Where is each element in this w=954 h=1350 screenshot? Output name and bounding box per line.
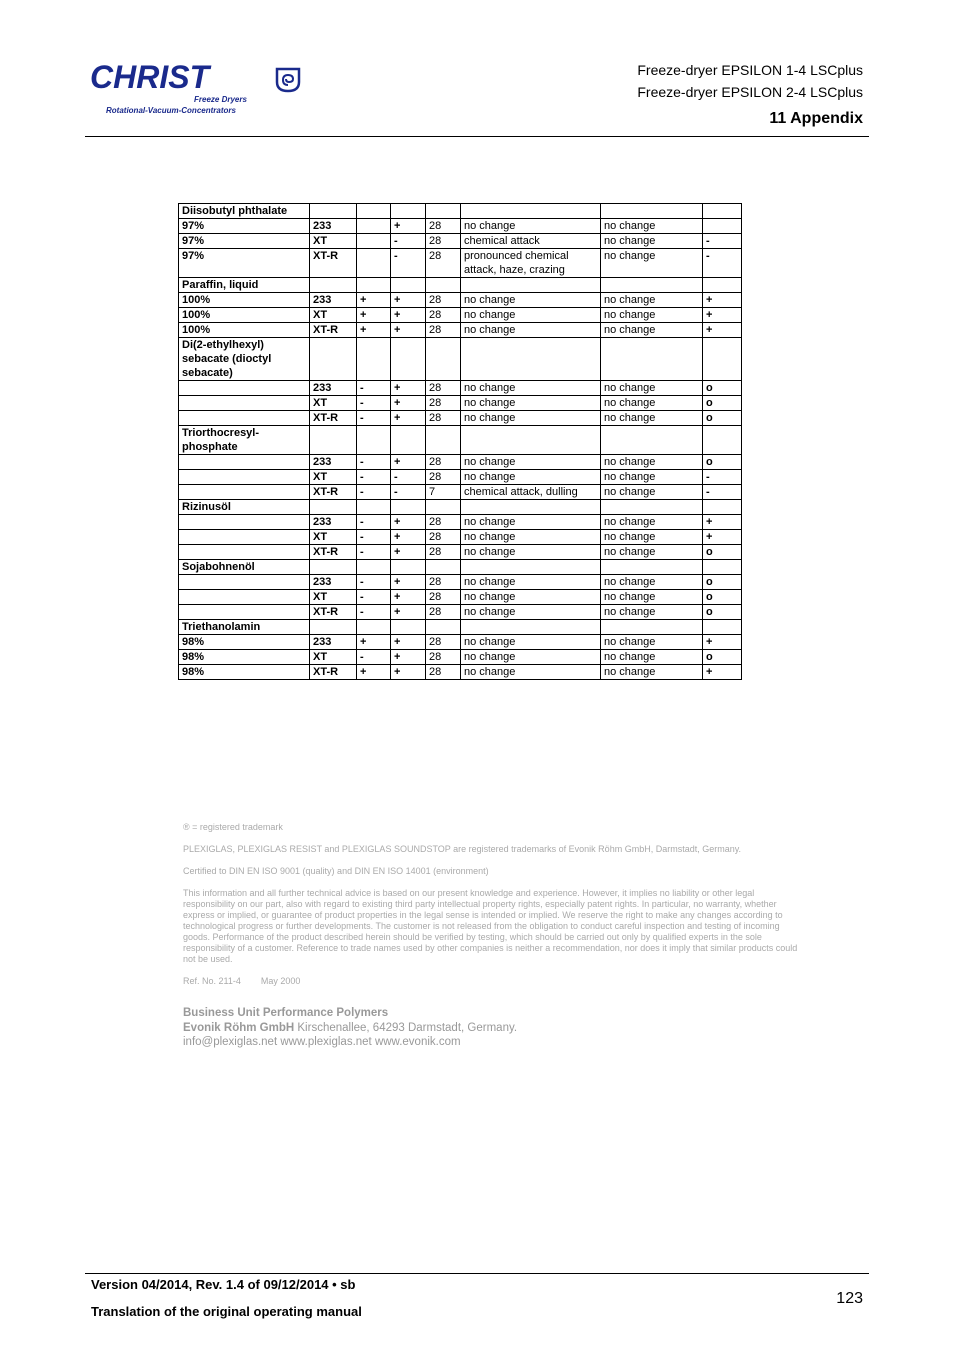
table-cell: XT xyxy=(310,308,357,323)
business-unit-contact: info@plexiglas.net www.plexiglas.net www.evonik.com xyxy=(183,1036,461,1048)
table-cell xyxy=(391,620,426,635)
table-row xyxy=(179,323,742,338)
table-cell xyxy=(391,560,426,575)
logo-text: CHRIST xyxy=(90,62,210,95)
table-cell: XT-R xyxy=(310,323,357,338)
table-cell: + xyxy=(391,530,426,545)
table-cell: no change xyxy=(461,293,601,308)
table-cell xyxy=(179,381,310,396)
table-row xyxy=(179,605,742,620)
christ-logo xyxy=(88,62,318,120)
table-cell: XT-R xyxy=(310,249,357,278)
table-cell xyxy=(601,620,703,635)
table-cell: + xyxy=(703,635,742,650)
table-cell xyxy=(461,338,601,381)
table-cell: no change xyxy=(601,650,703,665)
table-cell: Paraffin, liquid xyxy=(179,278,310,293)
table-cell: no change xyxy=(601,219,703,234)
table-cell: no change xyxy=(601,249,703,278)
table-cell xyxy=(357,278,391,293)
table-cell xyxy=(357,620,391,635)
table-row xyxy=(179,293,742,308)
table-cell xyxy=(179,485,310,500)
table-cell: no change xyxy=(461,219,601,234)
table-cell: no change xyxy=(461,381,601,396)
table-cell: 100% xyxy=(179,323,310,338)
table-cell: o xyxy=(703,381,742,396)
table-cell: no change xyxy=(601,605,703,620)
table-cell xyxy=(426,500,461,515)
table-cell: no change xyxy=(461,455,601,470)
table-cell xyxy=(601,338,703,381)
table-cell xyxy=(426,338,461,381)
table-row xyxy=(179,620,742,635)
table-row xyxy=(179,530,742,545)
table-cell: - xyxy=(391,234,426,249)
table-cell: - xyxy=(357,515,391,530)
table-cell: no change xyxy=(601,635,703,650)
table-cell: + xyxy=(357,293,391,308)
table-cell xyxy=(461,560,601,575)
table-cell: 97% xyxy=(179,234,310,249)
header-model-2: Freeze-dryer EPSILON 2-4 LSCplus xyxy=(637,84,863,100)
table-cell: XT xyxy=(310,470,357,485)
table-cell: - xyxy=(391,249,426,278)
table-cell: 28 xyxy=(426,396,461,411)
table-cell xyxy=(310,560,357,575)
table-cell xyxy=(703,500,742,515)
table-cell: 100% xyxy=(179,293,310,308)
trademark-note: PLEXIGLAS, PLEXIGLAS RESIST and PLEXIGLAS SOUNDSTOP are registered trademarks of Evonik Röhm GmbH, Darmstadt, Germany. xyxy=(183,844,742,854)
table-cell xyxy=(179,530,310,545)
table-cell: + xyxy=(391,308,426,323)
table-cell xyxy=(703,204,742,219)
table-cell: o xyxy=(703,455,742,470)
table-cell: no change xyxy=(461,650,601,665)
table-cell: XT xyxy=(310,396,357,411)
translation-note: Translation of the original operating manual xyxy=(91,1304,362,1319)
table-cell: + xyxy=(391,590,426,605)
table-cell: + xyxy=(357,635,391,650)
table-cell: XT-R xyxy=(310,665,357,680)
table-cell: no change xyxy=(601,575,703,590)
table-cell: no change xyxy=(601,381,703,396)
table-cell: no change xyxy=(461,665,601,680)
table-cell: o xyxy=(703,605,742,620)
table-cell xyxy=(601,560,703,575)
table-cell: no change xyxy=(601,545,703,560)
table-cell xyxy=(601,278,703,293)
table-cell: 233 xyxy=(310,455,357,470)
table-cell xyxy=(703,278,742,293)
table-cell: no change xyxy=(601,308,703,323)
table-cell: no change xyxy=(601,515,703,530)
table-cell: 100% xyxy=(179,308,310,323)
table-row xyxy=(179,234,742,249)
table-cell: no change xyxy=(461,605,601,620)
table-cell: no change xyxy=(601,485,703,500)
table-cell: + xyxy=(391,455,426,470)
table-cell: - xyxy=(703,234,742,249)
table-cell: Triethanolamin xyxy=(179,620,310,635)
table-cell: - xyxy=(357,545,391,560)
table-cell: XT xyxy=(310,650,357,665)
table-cell xyxy=(703,338,742,381)
table-cell: + xyxy=(703,530,742,545)
table-cell: no change xyxy=(601,590,703,605)
table-cell xyxy=(357,234,391,249)
table-cell: 28 xyxy=(426,635,461,650)
table-cell: + xyxy=(703,323,742,338)
table-cell xyxy=(426,560,461,575)
table-cell: + xyxy=(391,575,426,590)
certification-note: Certified to DIN EN ISO 9001 (quality) and DIN EN ISO 14001 (environment) xyxy=(183,866,489,876)
table-cell xyxy=(179,605,310,620)
table-cell: o xyxy=(703,545,742,560)
table-cell: - xyxy=(357,381,391,396)
table-row xyxy=(179,411,742,426)
table-cell: XT xyxy=(310,530,357,545)
table-cell: no change xyxy=(601,530,703,545)
table-cell xyxy=(357,219,391,234)
table-row xyxy=(179,560,742,575)
table-row xyxy=(179,308,742,323)
table-cell: Sojabohnenöl xyxy=(179,560,310,575)
table-cell: o xyxy=(703,396,742,411)
trademark-disclaimer xyxy=(183,822,805,998)
table-cell: 233 xyxy=(310,635,357,650)
table-cell: + xyxy=(391,411,426,426)
table-cell xyxy=(179,590,310,605)
table-cell: - xyxy=(703,249,742,278)
table-cell: 28 xyxy=(426,470,461,485)
table-cell: no change xyxy=(601,396,703,411)
table-cell: 97% xyxy=(179,219,310,234)
version-info: Version 04/2014, Rev. 1.4 of 09/12/2014 • sb xyxy=(91,1277,356,1292)
table-cell: + xyxy=(357,665,391,680)
table-cell xyxy=(179,575,310,590)
table-cell xyxy=(179,515,310,530)
table-cell xyxy=(601,204,703,219)
table-cell: + xyxy=(391,545,426,560)
table-cell xyxy=(179,396,310,411)
table-cell xyxy=(426,204,461,219)
table-cell: no change xyxy=(601,411,703,426)
table-row xyxy=(179,381,742,396)
table-row xyxy=(179,500,742,515)
table-cell: 233 xyxy=(310,575,357,590)
table-cell xyxy=(601,500,703,515)
table-cell xyxy=(357,338,391,381)
table-cell: no change xyxy=(461,575,601,590)
spiral-emblem-icon xyxy=(274,66,304,94)
table-row xyxy=(179,665,742,680)
table-row xyxy=(179,426,742,455)
table-cell: + xyxy=(391,323,426,338)
table-cell: - xyxy=(357,605,391,620)
table-cell: 28 xyxy=(426,515,461,530)
table-cell: o xyxy=(703,650,742,665)
table-row xyxy=(179,470,742,485)
table-cell xyxy=(703,560,742,575)
table-cell: + xyxy=(391,605,426,620)
logo-subtitle-freeze-dryers: Freeze Dryers xyxy=(194,95,247,104)
table-cell: no change xyxy=(601,293,703,308)
business-unit-block xyxy=(183,1006,517,1050)
table-cell: chemical attack xyxy=(461,234,601,249)
table-cell xyxy=(391,426,426,455)
table-cell: 28 xyxy=(426,650,461,665)
table-cell: XT-R xyxy=(310,545,357,560)
table-cell: 233 xyxy=(310,293,357,308)
table-cell: - xyxy=(357,396,391,411)
table-row xyxy=(179,219,742,234)
table-cell: + xyxy=(391,650,426,665)
table-cell: XT-R xyxy=(310,411,357,426)
table-cell: - xyxy=(703,470,742,485)
company-address: Kirschenallee, 64293 Darmstadt, Germany. xyxy=(294,1021,518,1034)
table-cell: 28 xyxy=(426,530,461,545)
table-row xyxy=(179,249,742,278)
table-cell: 28 xyxy=(426,545,461,560)
table-cell xyxy=(357,249,391,278)
table-cell: 233 xyxy=(310,219,357,234)
liability-disclaimer: This information and all further technical advice is based on our present knowledge and experience. However, it implies no liability or other legal responsibility on our part, also with regard to existing third party intellectual property rights, especially patent rights. In particular, no warranty, whether express or implied, or guarantee of product properties in the legal sense is intended or implied. We reserve the right to make any changes according to technological progress or further developments. The customer is not released from the obligation to conduct careful inspection and testing of incoming goods. Performance of the product described herein should be verified by testing, which should be carried out only by qualified experts in the sole responsibility of a customer. Reference to trade names used by other companies is neither a recommendation, nor does it imply that similar products could not be used. xyxy=(183,888,798,964)
table-cell: no change xyxy=(461,635,601,650)
table-cell xyxy=(310,278,357,293)
table-cell: no change xyxy=(461,396,601,411)
table-cell xyxy=(357,560,391,575)
table-cell xyxy=(310,426,357,455)
table-cell xyxy=(179,470,310,485)
table-cell: 28 xyxy=(426,575,461,590)
table-cell xyxy=(461,204,601,219)
table-row xyxy=(179,635,742,650)
table-cell: + xyxy=(357,308,391,323)
table-cell: no change xyxy=(601,234,703,249)
table-cell: o xyxy=(703,590,742,605)
table-cell: o xyxy=(703,411,742,426)
table-cell: 28 xyxy=(426,249,461,278)
table-cell: - xyxy=(357,590,391,605)
table-cell: 28 xyxy=(426,234,461,249)
table-cell xyxy=(461,620,601,635)
table-row xyxy=(179,515,742,530)
table-cell xyxy=(461,278,601,293)
table-cell xyxy=(391,338,426,381)
table-cell xyxy=(426,426,461,455)
table-cell: 28 xyxy=(426,411,461,426)
table-cell xyxy=(357,426,391,455)
chemical-resistance-table xyxy=(178,203,742,680)
logo-subtitle-rvc: Rotational-Vacuum-Concentrators xyxy=(106,106,236,115)
table-cell xyxy=(179,455,310,470)
table-cell: XT-R xyxy=(310,485,357,500)
table-cell: no change xyxy=(461,323,601,338)
section-title: 11 Appendix xyxy=(769,110,863,127)
table-cell: + xyxy=(703,293,742,308)
table-cell: - xyxy=(703,485,742,500)
table-cell: 233 xyxy=(310,515,357,530)
table-cell: + xyxy=(391,293,426,308)
table-cell: - xyxy=(391,470,426,485)
header-model-1: Freeze-dryer EPSILON 1-4 LSCplus xyxy=(637,62,863,78)
table-cell: Triorthocresyl-phosphate xyxy=(179,426,310,455)
table-cell xyxy=(426,278,461,293)
table-cell: 233 xyxy=(310,381,357,396)
table-row xyxy=(179,396,742,411)
table-cell xyxy=(703,219,742,234)
table-cell xyxy=(357,500,391,515)
table-cell: + xyxy=(703,308,742,323)
company-name: Evonik Röhm GmbH xyxy=(183,1021,295,1034)
table-cell: XT xyxy=(310,234,357,249)
table-row xyxy=(179,485,742,500)
table-cell xyxy=(426,620,461,635)
table-cell: 28 xyxy=(426,323,461,338)
table-cell: + xyxy=(391,665,426,680)
table-cell: + xyxy=(391,396,426,411)
table-row xyxy=(179,455,742,470)
table-cell: + xyxy=(703,665,742,680)
table-cell: no change xyxy=(461,530,601,545)
table-cell: chemical attack, dulling xyxy=(461,485,601,500)
table-cell xyxy=(391,204,426,219)
table-row xyxy=(179,545,742,560)
registered-note: ® = registered trademark xyxy=(183,822,283,832)
table-cell: - xyxy=(357,575,391,590)
table-cell xyxy=(179,411,310,426)
reference-number: Ref. No. 211-4 May 2000 xyxy=(183,976,301,986)
table-row xyxy=(179,338,742,381)
table-cell: no change xyxy=(601,470,703,485)
table-cell xyxy=(310,620,357,635)
table-cell xyxy=(310,204,357,219)
table-cell: - xyxy=(357,411,391,426)
table-cell: 28 xyxy=(426,665,461,680)
business-unit-address xyxy=(183,1021,517,1036)
table-cell: XT xyxy=(310,590,357,605)
table-cell: - xyxy=(357,455,391,470)
table-cell: - xyxy=(357,530,391,545)
table-cell: no change xyxy=(461,411,601,426)
table-cell: + xyxy=(703,515,742,530)
table-cell xyxy=(703,620,742,635)
footer-divider xyxy=(85,1273,869,1274)
page-number: 123 xyxy=(836,1290,863,1307)
table-cell: 28 xyxy=(426,308,461,323)
table-cell: no change xyxy=(461,308,601,323)
table-cell xyxy=(461,426,601,455)
table-cell: + xyxy=(391,219,426,234)
table-cell: o xyxy=(703,575,742,590)
table-cell: 97% xyxy=(179,249,310,278)
table-cell: 7 xyxy=(426,485,461,500)
table-cell: no change xyxy=(601,665,703,680)
table-row xyxy=(179,590,742,605)
table-cell: no change xyxy=(461,515,601,530)
table-cell: 28 xyxy=(426,605,461,620)
table-cell xyxy=(179,545,310,560)
table-cell: XT-R xyxy=(310,605,357,620)
table-row xyxy=(179,575,742,590)
business-unit-title: Business Unit Performance Polymers xyxy=(183,1007,389,1019)
table-cell: 98% xyxy=(179,665,310,680)
table-cell: 98% xyxy=(179,635,310,650)
table-cell: no change xyxy=(461,470,601,485)
table-cell: - xyxy=(357,485,391,500)
table-cell: pronounced chemical attack, haze, crazing xyxy=(461,249,601,278)
table-row xyxy=(179,204,742,219)
table-row xyxy=(179,650,742,665)
table-cell: 28 xyxy=(426,590,461,605)
table-cell: 98% xyxy=(179,650,310,665)
header-divider xyxy=(85,136,869,137)
table-cell xyxy=(461,500,601,515)
table-cell: no change xyxy=(601,323,703,338)
table-cell: + xyxy=(357,323,391,338)
table-cell xyxy=(703,426,742,455)
table-cell: Diisobutyl phthalate xyxy=(179,204,310,219)
table-cell xyxy=(310,500,357,515)
table-cell: + xyxy=(391,635,426,650)
table-cell: - xyxy=(357,470,391,485)
table-cell: no change xyxy=(601,455,703,470)
table-cell: no change xyxy=(461,590,601,605)
table-cell xyxy=(601,426,703,455)
table-cell: - xyxy=(391,485,426,500)
table-cell xyxy=(310,338,357,381)
table-cell: no change xyxy=(461,545,601,560)
table-cell: 28 xyxy=(426,455,461,470)
table-cell: Di(2-ethylhexyl) sebacate (dioctyl sebacate) xyxy=(179,338,310,381)
table-cell: Rizinusöl xyxy=(179,500,310,515)
table-cell: - xyxy=(357,650,391,665)
table-cell: 28 xyxy=(426,219,461,234)
table-row xyxy=(179,278,742,293)
table-cell xyxy=(357,204,391,219)
table-cell: 28 xyxy=(426,293,461,308)
table-cell xyxy=(391,278,426,293)
table-cell xyxy=(391,500,426,515)
table-cell: + xyxy=(391,381,426,396)
table-cell: 28 xyxy=(426,381,461,396)
table-cell: + xyxy=(391,515,426,530)
